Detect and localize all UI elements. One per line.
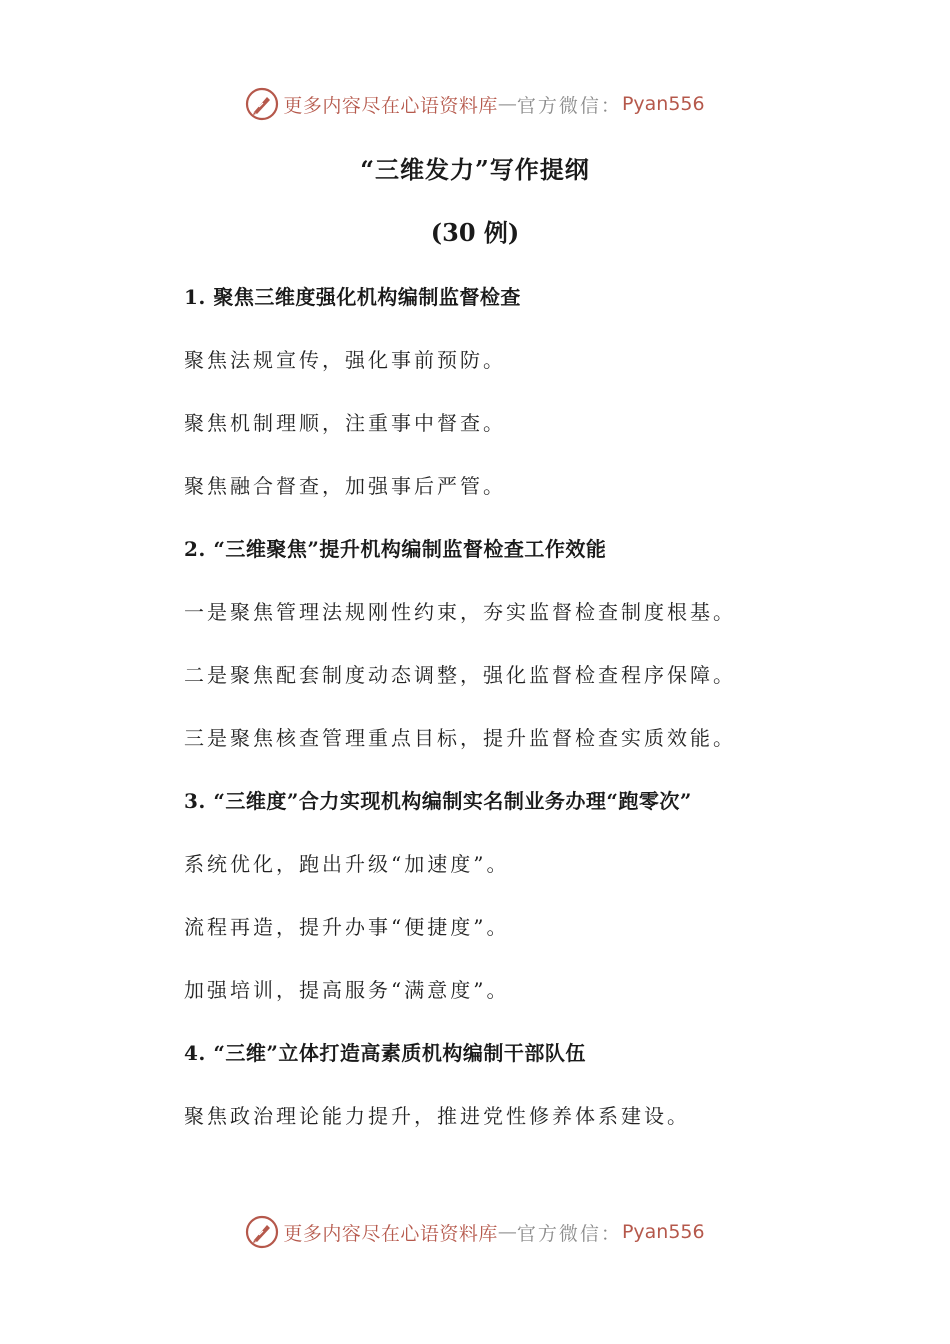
body-line: 流程再造，提升办事“便捷度”。 bbox=[184, 915, 510, 939]
watermark-wechat-id: Pyan556 bbox=[621, 93, 705, 115]
body-line: 二是聚焦配套制度动态调整，强化监督检查程序保障。 bbox=[184, 663, 736, 687]
body-line: 一是聚焦管理法规刚性约束，夯实监督检查制度根基。 bbox=[184, 600, 736, 624]
quill-pen-logo-icon bbox=[245, 87, 279, 121]
watermark-main-text: 更多内容尽在心语资料库 bbox=[283, 1222, 498, 1245]
footer-watermark bbox=[0, 1212, 950, 1252]
body-line: 聚焦政治理论能力提升，推进党性修养体系建设。 bbox=[184, 1104, 690, 1128]
watermark-label: 官方微信： bbox=[516, 1222, 622, 1245]
section-heading-4: 4. “三维”立体打造高素质机构编制干部队伍 bbox=[184, 1041, 586, 1065]
watermark-dash: — bbox=[497, 1221, 517, 1243]
quill-pen-logo-icon bbox=[245, 1215, 279, 1249]
watermark-wechat-id: Pyan556 bbox=[621, 1221, 705, 1243]
watermark-dash: — bbox=[497, 93, 517, 115]
body-line: 三是聚焦核查管理重点目标，提升监督检查实质效能。 bbox=[184, 726, 736, 750]
section-heading-3: 3. “三维度”合力实现机构编制实名制业务办理“跑零次” bbox=[184, 789, 692, 813]
watermark-main-text: 更多内容尽在心语资料库 bbox=[283, 94, 498, 117]
document-body bbox=[184, 280, 904, 1162]
document-subtitle: (30 例) bbox=[430, 218, 520, 247]
body-line: 加强培训，提高服务“满意度”。 bbox=[184, 978, 510, 1002]
body-line: 聚焦融合督查，加强事后严管。 bbox=[184, 474, 506, 498]
section-heading-1: 1. 聚焦三维度强化机构编制监督检查 bbox=[184, 285, 521, 309]
body-line: 系统优化，跑出升级“加速度”。 bbox=[184, 852, 510, 876]
document-title: “三维发力”写作提纲 bbox=[360, 155, 590, 184]
body-line: 聚焦法规宣传，强化事前预防。 bbox=[184, 348, 506, 372]
watermark-label: 官方微信： bbox=[516, 94, 622, 117]
header-watermark bbox=[0, 84, 950, 124]
body-line: 聚焦机制理顺，注重事中督查。 bbox=[184, 411, 506, 435]
section-heading-2: 2. “三维聚焦”提升机构编制监督检查工作效能 bbox=[184, 537, 607, 561]
